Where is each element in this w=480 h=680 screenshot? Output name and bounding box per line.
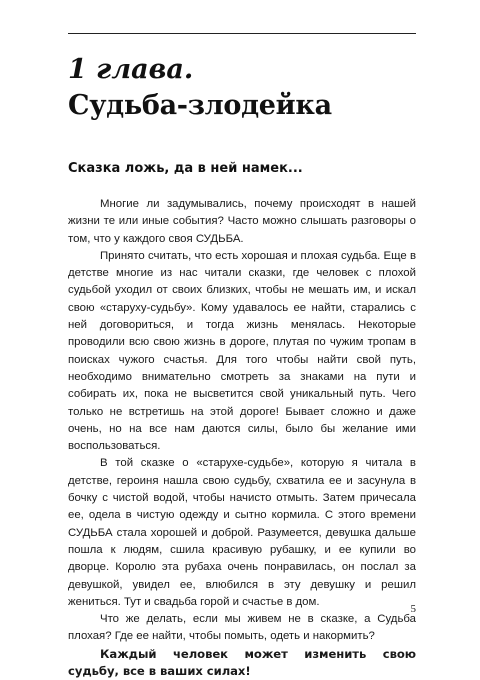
- body-text: [68, 196, 416, 680]
- paragraph-2: Принято считать, что есть хорошая и плохая судьба. Еще в детстве многие из нас читали сказки, где человек с плохой судьбой уходил от своих близких, чтобы не мешать им, и искал свою «старуху-судьбу». Кому удавалось ее найти, старались с ней договориться, и тогда жизнь менялась. Некоторые проводили всю свою жизнь в дороге, плутая по чужим тропам в поисках чужого счастья. Для того чтобы найти свой путь, необходимо внимательно смотреть за знаками на пути и собирать их, пока не высветится свой уникальный путь. Чего только не встретишь на этой дороге! Бывает сложно и даже очень, но на все нам даются силы, было бы желание ими воспользоваться.: [68, 249, 416, 453]
- paragraph-1: Многие ли задумывались, почему происходят в нашей жизни те или иные события? Часто можно слышать разговоры о том, что у каждого своя СУДЬБА.: [68, 198, 416, 245]
- page-number: 5: [410, 603, 416, 615]
- chapter-heading: [68, 52, 428, 124]
- chapter-title: Судьба-злодейка: [68, 90, 332, 121]
- top-rule: [68, 33, 416, 34]
- paragraph-3: В той сказке о «старухе-судьбе», которую я читала в детстве, героиня нашла свою судьбу, схватила ее и засунула в бочку с чистой водой, чтобы начисто отмыть. Затем причесала ее, одела в чистую одежду и сытно кормила. С этого времени СУДЬБА стала хорошей и доброй. Разумеется, девушка дальше пошла к людям, сшила красивую рубашку, и ее купили во дворце. Королю эта рубаха очень понравилась, он послал за девушкой, увидел ее, влюбился в эту девушку и решил жениться. Тут и свадьба горой и счастье в дом.: [68, 457, 416, 608]
- paragraph-4: Что же делать, если мы живем не в сказке, а Судьба плохая? Где ее найти, чтобы помыть, одеть и накормить?: [68, 613, 416, 643]
- conclusion-paragraph: Каждый человек может изменить свою судьбу, все в ваших силах!: [68, 646, 416, 679]
- epigraph: Сказка ложь, да в ней намек...: [68, 161, 303, 176]
- chapter-number: 1 глава.: [68, 54, 194, 85]
